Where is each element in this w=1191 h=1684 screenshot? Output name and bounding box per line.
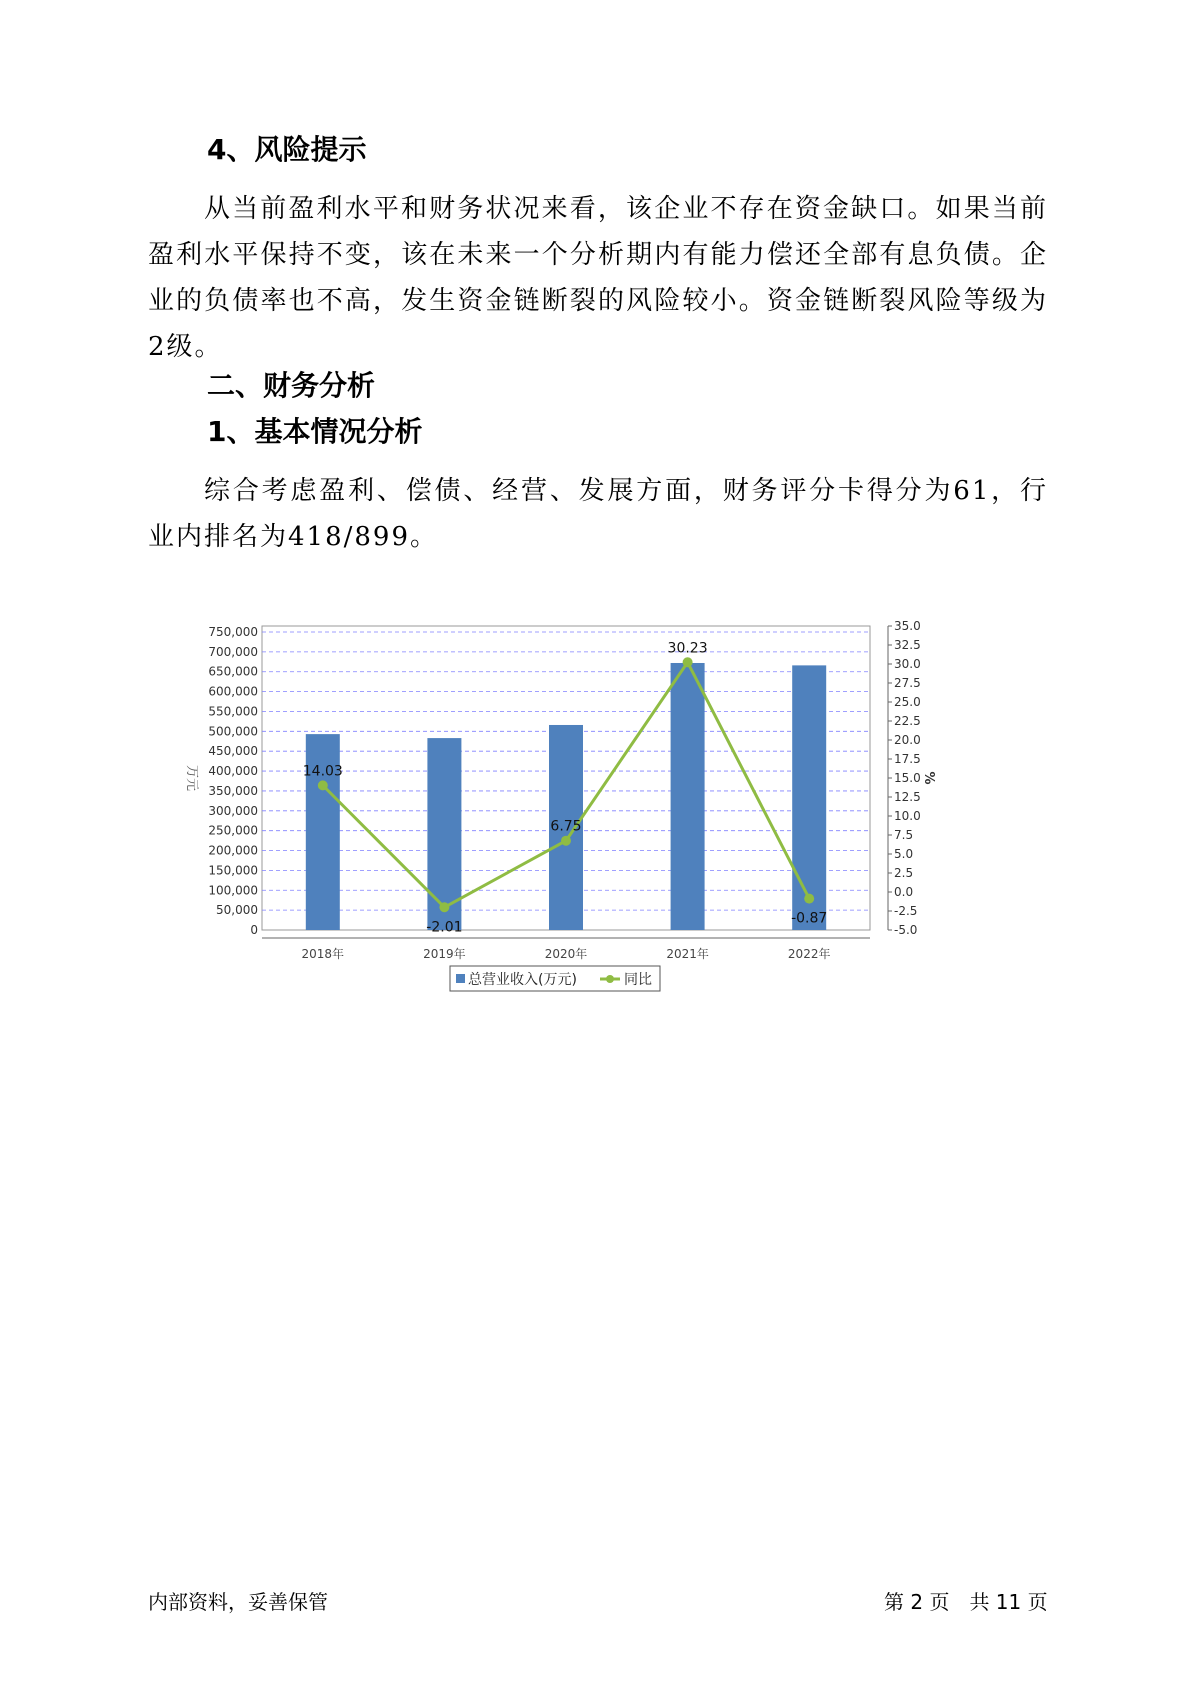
left-tick-label: 300,000 <box>208 803 258 818</box>
right-tick-label: 17.5 <box>894 752 921 766</box>
basic-analysis-heading: 1、基本情况分析 <box>207 415 423 448</box>
right-tick-label: 25.0 <box>894 695 921 709</box>
right-tick-label: -5.0 <box>894 923 918 937</box>
left-tick-label: 750,000 <box>208 625 258 639</box>
footer-page-number: 第 2 页 共 11 页 <box>884 1590 1048 1614</box>
right-tick-label: 15.0 <box>894 771 921 785</box>
data-label: -0.87 <box>791 910 828 927</box>
left-tick-label: 250,000 <box>208 823 258 838</box>
footer-confidential: 内部资料，妥善保管 <box>148 1590 328 1614</box>
right-tick-label: -2.5 <box>894 904 918 918</box>
risk-heading: 4、风险提示 <box>207 133 367 166</box>
x-tick-label: 2020年 <box>544 947 588 961</box>
data-label: 30.23 <box>667 640 708 657</box>
left-tick-label: 650,000 <box>208 664 258 679</box>
legend-bar-swatch <box>456 974 465 983</box>
left-tick-label: 700,000 <box>208 644 258 659</box>
right-tick-label: 0.0 <box>894 885 914 899</box>
line-point <box>683 657 693 667</box>
revenue-chart <box>170 618 970 1078</box>
right-tick-label: 7.5 <box>894 828 914 842</box>
data-label: 6.75 <box>550 818 582 835</box>
left-tick-label: 500,000 <box>208 724 258 739</box>
right-tick-label: 12.5 <box>894 790 921 804</box>
left-tick-label: 200,000 <box>208 843 258 858</box>
left-tick-label: 100,000 <box>208 883 258 898</box>
right-axis-label: % <box>921 771 936 785</box>
line-point <box>804 894 814 904</box>
x-tick-label: 2021年 <box>666 947 709 961</box>
left-tick-label: 0 <box>250 923 258 937</box>
line-point <box>318 780 328 790</box>
right-tick-label: 27.5 <box>894 676 921 690</box>
legend <box>450 966 660 991</box>
risk-paragraph: 从当前盈利水平和财务状况来看，该企业不存在资金缺口。如果当前盈利水平保持不变，该在未来一个分析期内有能力偿还全部有息负债。企业的负债率也不高，发生资金链断裂的风险较小。资金链断裂风险等级为2级。 <box>148 194 1048 362</box>
x-tick-label: 2022年 <box>787 947 831 961</box>
x-tick-label: 2018年 <box>301 947 345 961</box>
left-tick-label: 50,000 <box>216 903 258 918</box>
legend-line-marker <box>606 975 614 983</box>
bar <box>671 663 705 930</box>
basic-analysis-paragraph: 综合考虑盈利、偿债、经营、发展方面，财务评分卡得分为61，行业内排名为418/899。 <box>148 476 1048 552</box>
right-tick-label: 35.0 <box>894 619 921 633</box>
right-tick-label: 32.5 <box>894 638 921 652</box>
data-label: 14.03 <box>302 763 343 780</box>
right-tick-label: 5.0 <box>894 847 914 861</box>
legend-line-label: 同比 <box>624 972 652 988</box>
left-tick-label: 600,000 <box>208 684 258 699</box>
left-tick-label: 350,000 <box>208 783 258 798</box>
left-tick-label: 550,000 <box>208 704 258 719</box>
right-tick-label: 2.5 <box>894 866 914 880</box>
x-tick-label: 2019年 <box>423 947 466 961</box>
left-axis-label: 万元 <box>184 764 199 792</box>
line-point <box>439 902 449 912</box>
finance-heading: 二、财务分析 <box>207 369 376 402</box>
right-tick-label: 10.0 <box>894 809 921 823</box>
data-label: -2.01 <box>426 919 463 936</box>
line-point <box>561 836 571 846</box>
left-tick-label: 400,000 <box>208 764 258 779</box>
left-tick-label: 150,000 <box>208 863 258 878</box>
right-tick-label: 30.0 <box>894 657 921 671</box>
right-tick-label: 22.5 <box>894 714 921 728</box>
bar <box>792 665 826 930</box>
left-tick-label: 450,000 <box>208 744 258 759</box>
right-tick-label: 20.0 <box>894 733 921 747</box>
legend-bar-label: 总营业收入(万元) <box>468 972 577 988</box>
